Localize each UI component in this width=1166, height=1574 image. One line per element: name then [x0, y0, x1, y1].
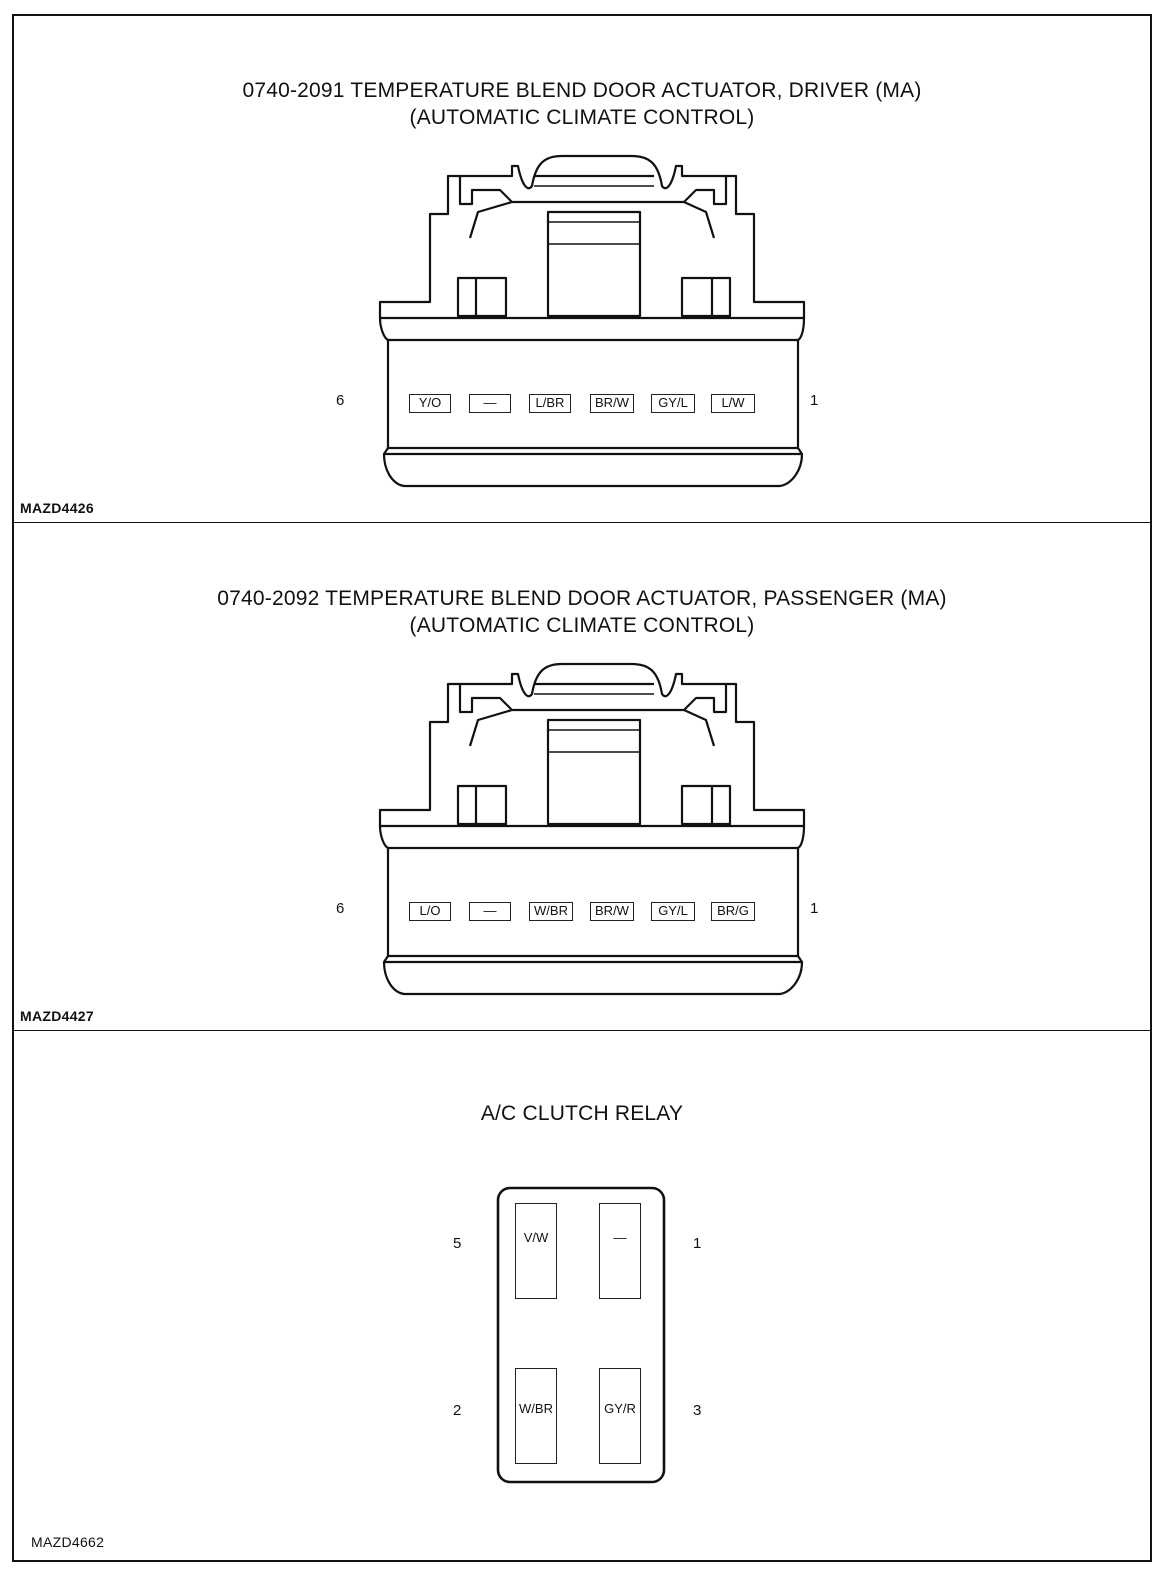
wire-color-pin-2: GY/L [651, 902, 695, 921]
wire-color-pin-4: W/BR [529, 902, 573, 921]
connector-panel-driver [12, 14, 1152, 522]
relay-pin-label-3: 3 [693, 1402, 702, 1419]
pin-label-right: 1 [810, 900, 819, 917]
wire-color-pin-6: L/O [409, 902, 451, 921]
figure-id: MAZD4427 [20, 1008, 94, 1024]
panel-title: A/C CLUTCH RELAY [480, 1102, 684, 1125]
figure-id: MAZD4426 [20, 500, 94, 516]
connector-face-diagram [362, 152, 822, 492]
relay-wire-pin-1: — [599, 1203, 641, 1299]
relay-wire-pin-5: V/W [515, 1203, 557, 1299]
connector-face-diagram [362, 660, 822, 1000]
relay-pin-label-5: 5 [453, 1235, 462, 1252]
wire-color-pin-4: L/BR [529, 394, 571, 413]
wire-color-pin-5: — [469, 394, 511, 413]
figure-id: MAZD4662 [31, 1534, 105, 1550]
pin-label-right: 1 [810, 392, 819, 409]
wire-color-pin-6: Y/O [409, 394, 451, 413]
panel-title: 0740-2091 TEMPERATURE BLEND DOOR ACTUATOR, DRIVER (MA) [242, 79, 922, 102]
wire-color-pin-1: L/W [711, 394, 755, 413]
panel-title: 0740-2092 TEMPERATURE BLEND DOOR ACTUATOR, PASSENGER (MA) [217, 587, 947, 610]
relay-wire-pin-2: W/BR [515, 1368, 557, 1464]
connector-panel-passenger [12, 522, 1152, 1030]
panel-subtitle: (AUTOMATIC CLIMATE CONTROL) [409, 614, 755, 637]
wire-color-pin-1: BR/G [711, 902, 755, 921]
pin-label-left: 6 [336, 392, 345, 409]
relay-pin-label-2: 2 [453, 1402, 462, 1419]
pin-label-left: 6 [336, 900, 345, 917]
relay-pin-label-1: 1 [693, 1235, 702, 1252]
wire-color-pin-3: BR/W [590, 902, 634, 921]
relay-wire-pin-3: GY/R [599, 1368, 641, 1464]
wire-color-pin-3: BR/W [590, 394, 634, 413]
relay-panel [12, 1030, 1152, 1562]
wire-color-pin-5: — [469, 902, 511, 921]
panel-subtitle: (AUTOMATIC CLIMATE CONTROL) [409, 106, 755, 129]
wire-color-pin-2: GY/L [651, 394, 695, 413]
